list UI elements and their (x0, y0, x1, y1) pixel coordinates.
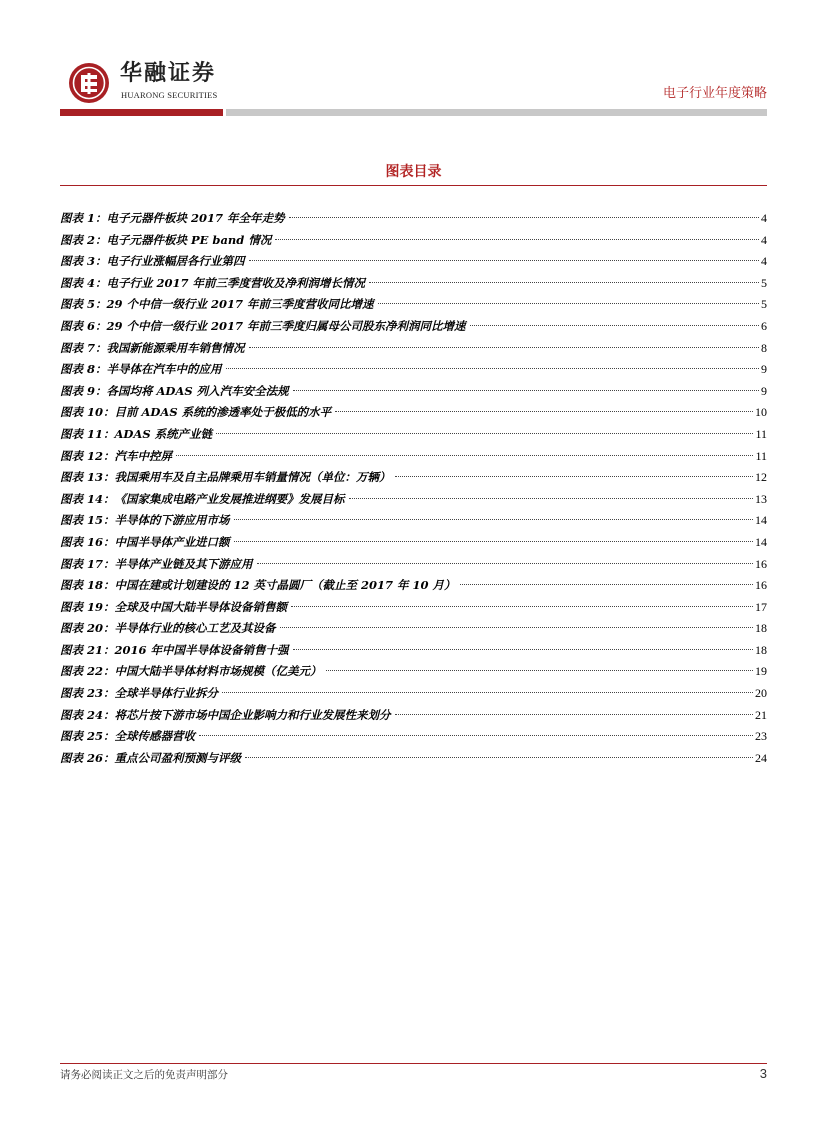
toc-entry[interactable] (60, 618, 767, 640)
toc-entry-page[interactable]: 24 (755, 750, 767, 765)
toc-entry-label[interactable]: 图表 24：将芯片按下游市场中国企业影响力和行业发展性来划分 (60, 707, 391, 722)
toc-leader-dots (245, 757, 753, 758)
toc-leader-dots (275, 239, 759, 240)
toc-entry[interactable] (60, 597, 767, 619)
toc-entry[interactable] (60, 705, 767, 727)
header-accent-bar (60, 109, 223, 116)
toc-leader-dots (222, 692, 753, 693)
toc-entry-page[interactable]: 4 (761, 232, 767, 247)
toc-leader-dots (249, 347, 759, 348)
toc-entry-page[interactable]: 4 (761, 254, 767, 269)
toc-entry-label[interactable]: 图表 10：目前 ADAS 系统的渗透率处于极低的水平 (60, 405, 332, 420)
toc-leader-dots (226, 368, 759, 369)
toc-entry-label[interactable]: 图表 8：半导体在汽车中的应用 (60, 362, 222, 377)
toc-entry-label[interactable]: 图表 15：半导体的下游应用市场 (60, 513, 230, 528)
toc-entry[interactable] (60, 424, 767, 446)
toc-entry-page[interactable]: 17 (755, 599, 767, 614)
toc-entry[interactable] (60, 208, 767, 230)
toc-leader-dots (291, 606, 753, 607)
toc-leader-dots (216, 433, 753, 434)
toc-entry-label[interactable]: 图表 9：各国均将 ADAS 列入汽车安全法规 (60, 383, 289, 398)
toc-leader-dots (470, 325, 759, 326)
toc-leader-dots (293, 649, 753, 650)
toc-entry-label[interactable]: 图表 1：电子元器件板块 2017 年全年走势 (60, 211, 285, 225)
toc-entry-page[interactable]: 21 (755, 707, 767, 722)
toc-leader-dots (289, 217, 759, 218)
toc-entry-page[interactable]: 5 (761, 297, 767, 312)
toc-entry-label[interactable]: 图表 6：29 个中信一级行业 2017 年前三季度归属母公司股东净利润同比增速 (60, 318, 466, 333)
toc-entry-label[interactable]: 图表 3：电子行业涨幅居各行业第四 (60, 254, 245, 269)
toc-entry-page[interactable]: 9 (761, 383, 767, 398)
toc-leader-dots (199, 735, 753, 736)
toc-entry-label[interactable]: 图表 25：全球传感器营收 (60, 729, 196, 744)
toc-entry-label[interactable]: 图表 5：29 个中信一级行业 2017 年前三季度营收同比增速 (60, 297, 374, 312)
toc-entry-page[interactable]: 10 (755, 405, 767, 420)
toc-entry-page[interactable]: 9 (761, 362, 767, 377)
toc-entry-label[interactable]: 图表 14：《国家集成电路产业发展推进纲要》发展目标 (60, 491, 345, 506)
toc-entry[interactable] (60, 316, 767, 338)
toc-entry-page[interactable]: 16 (755, 556, 767, 571)
huarong-logo-icon (68, 62, 110, 104)
toc-entry[interactable] (60, 467, 767, 489)
toc-entry[interactable] (60, 359, 767, 381)
toc-entry[interactable] (60, 532, 767, 554)
toc-entry-label[interactable]: 图表 23：全球半导体行业拆分 (60, 686, 219, 701)
toc-leader-dots (280, 627, 753, 628)
toc-entry-label[interactable]: 图表 22：中国大陆半导体材料市场规模（亿美元） (60, 664, 322, 679)
toc-leader-dots (395, 476, 753, 477)
toc-entry-label[interactable]: 图表 19：全球及中国大陆半导体设备销售额 (60, 599, 288, 614)
toc-entry-label[interactable]: 图表 21：2016 年中国半导体设备销售十强 (60, 642, 289, 657)
toc-entry-page[interactable]: 18 (755, 621, 767, 636)
toc-leader-dots (378, 303, 759, 304)
toc-leader-dots (257, 563, 753, 564)
toc-entry[interactable] (60, 575, 767, 597)
toc-list (60, 208, 767, 769)
toc-entry-page[interactable]: 13 (755, 491, 767, 506)
toc-entry[interactable] (60, 683, 767, 705)
page-header (0, 0, 827, 120)
toc-title: 图表目录 (385, 164, 442, 180)
toc-leader-dots (349, 498, 753, 499)
toc-entry[interactable] (60, 381, 767, 403)
toc-entry-page[interactable]: 18 (755, 642, 767, 657)
toc-entry[interactable] (60, 230, 767, 252)
brand-name-cn: 华融证券 (120, 61, 217, 86)
toc-entry-page[interactable]: 4 (761, 211, 767, 225)
toc-entry[interactable] (60, 251, 767, 273)
page-number: 3 (759, 1066, 767, 1081)
toc-entry[interactable] (60, 402, 767, 424)
toc-entry-page[interactable]: 23 (755, 729, 767, 744)
toc-entry[interactable] (60, 273, 767, 295)
toc-entry-label[interactable]: 图表 26：重点公司盈利预测与评级 (60, 750, 242, 765)
toc-divider (60, 185, 767, 186)
footer-divider (60, 1063, 767, 1064)
toc-leader-dots (460, 584, 753, 585)
toc-entry[interactable] (60, 554, 767, 576)
brand-name-en: HUARONG SECURITIES (121, 90, 218, 100)
toc-leader-dots (326, 670, 753, 671)
toc-entry-label[interactable]: 图表 4：电子行业 2017 年前三季度营收及净利润增长情况 (60, 275, 366, 290)
toc-entry[interactable] (60, 726, 767, 748)
toc-entry-page[interactable]: 14 (755, 513, 767, 528)
toc-entry-label[interactable]: 图表 11：ADAS 系统产业链 (60, 426, 213, 441)
report-type-label: 电子行业年度策略 (662, 86, 767, 101)
toc-leader-dots (293, 390, 759, 391)
toc-entry-page[interactable]: 14 (755, 534, 767, 549)
toc-entry-page[interactable]: 8 (761, 340, 767, 355)
toc-entry[interactable] (60, 338, 767, 360)
toc-entry-page[interactable]: 6 (761, 318, 767, 333)
toc-entry[interactable] (60, 446, 767, 468)
toc-entry-page[interactable]: 11 (755, 448, 767, 463)
header-gray-bar (226, 109, 767, 116)
toc-leader-dots (234, 519, 753, 520)
toc-entry[interactable] (60, 294, 767, 316)
toc-entry[interactable] (60, 661, 767, 683)
toc-entry-page[interactable]: 12 (755, 470, 767, 485)
toc-entry-page[interactable]: 16 (755, 578, 767, 593)
toc-leader-dots (234, 541, 753, 542)
toc-entry-page[interactable]: 20 (755, 686, 767, 701)
toc-leader-dots (369, 282, 759, 283)
toc-entry-label[interactable]: 图表 17：半导体产业链及其下游应用 (60, 556, 253, 571)
toc-entry-page[interactable]: 11 (755, 426, 767, 441)
toc-leader-dots (249, 260, 759, 261)
toc-leader-dots (395, 714, 753, 715)
toc-entry[interactable] (60, 748, 767, 770)
toc-entry-label[interactable]: 图表 13：我国乘用车及自主品牌乘用车销量情况（单位：万辆） (60, 470, 391, 485)
toc-entry[interactable] (60, 489, 767, 511)
toc-entry-label[interactable]: 图表 20：半导体行业的核心工艺及其设备 (60, 621, 276, 636)
toc-entry-label[interactable]: 图表 7：我国新能源乘用车销售情况 (60, 340, 245, 355)
toc-entry-page[interactable]: 5 (761, 275, 767, 290)
toc-entry-page[interactable]: 19 (755, 664, 767, 679)
toc-entry[interactable] (60, 640, 767, 662)
footer-disclaimer: 请务必阅读正文之后的免责声明部分 (60, 1069, 228, 1081)
toc-entry-label[interactable]: 图表 12：汽车中控屏 (60, 448, 173, 463)
toc-entry-label[interactable]: 图表 18：中国在建或计划建设的 12 英寸晶圆厂（截止至 2017 年 10 月） (60, 578, 456, 593)
toc-entry[interactable] (60, 510, 767, 532)
toc-leader-dots (335, 411, 753, 412)
toc-entry-label[interactable]: 图表 16：中国半导体产业进口额 (60, 534, 230, 549)
toc-entry-label[interactable]: 图表 2：电子元器件板块 PE band 情况 (60, 232, 272, 247)
toc-leader-dots (176, 455, 753, 456)
